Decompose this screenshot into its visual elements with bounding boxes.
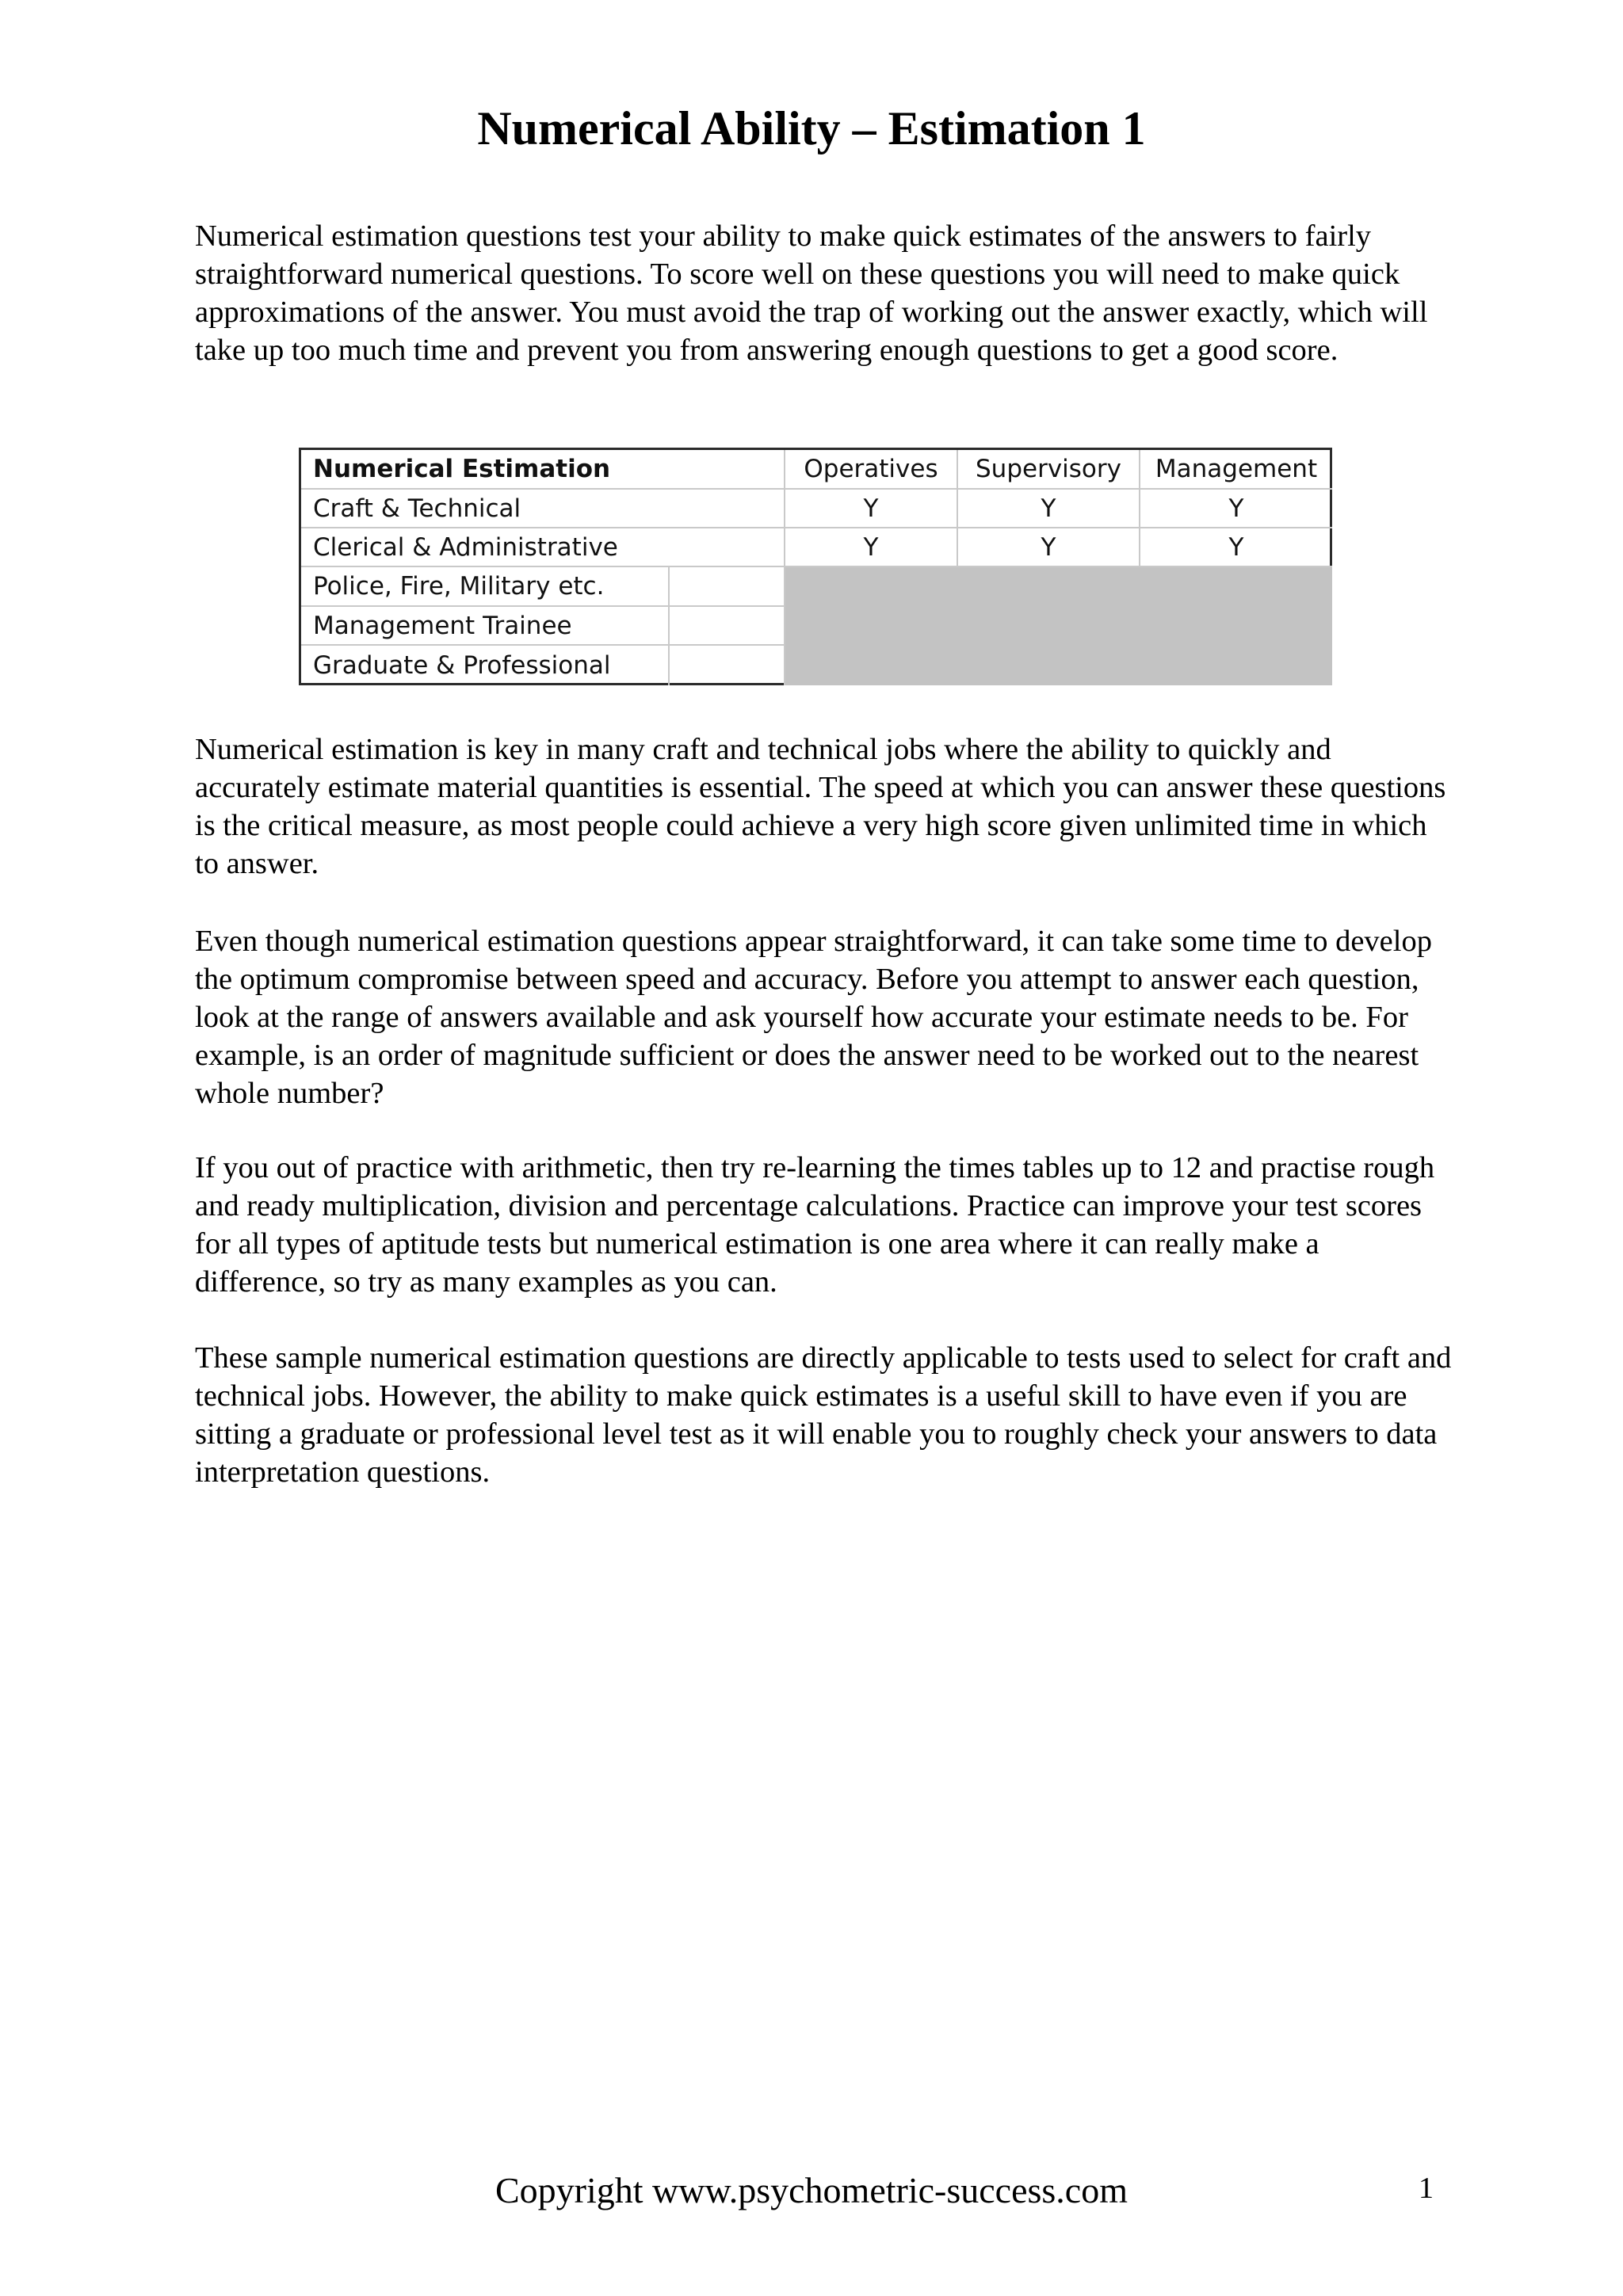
table-cell-empty [670, 607, 785, 646]
column-header-supervisory: Supervisory [958, 450, 1140, 490]
body-paragraph [195, 1339, 1455, 1491]
table-cell: Y [1140, 528, 1332, 567]
intro-paragraph [195, 217, 1455, 369]
row-label-graduate-professional: Graduate & Professional [301, 646, 670, 685]
column-header-operatives: Operatives [785, 450, 958, 490]
body-paragraph [195, 922, 1455, 1112]
paragraph-text: If you out of practice with arithmetic, then try re-learning the times tables up to 12 and practise rough and ready multiplication, division and percentage calculations. Practice can improve your test scores for all types of aptitude tests but numerical estimation is one area where it can really make a difference, so try as many examples as you can. [195, 1151, 1435, 1299]
row-label-management-trainee: Management Trainee [301, 607, 670, 646]
row-label-clerical-administrative: Clerical & Administrative [301, 528, 785, 567]
table-header-label: Numerical Estimation [301, 450, 785, 490]
paragraph-text: Numerical estimation is key in many craft and technical jobs where the ability to quickly and accurately estimate material quantities is essential. The speed at which you can answer these questions is the critical measure, as most people could achieve a very high score given unlimited time in which to answer. [195, 733, 1446, 880]
table-cell-empty [670, 567, 785, 607]
page-title: Numerical Ability – Estimation 1 [477, 102, 1146, 154]
row-label-craft-technical: Craft & Technical [301, 490, 785, 528]
table-cell: Y [958, 490, 1140, 528]
footer-copyright: Copyright www.psychometric-success.com [495, 2170, 1128, 2210]
page-number: 1 [1419, 2172, 1434, 2205]
table-cell: Y [785, 528, 958, 567]
estimation-applicability-table [299, 448, 1332, 685]
paragraph-text: Numerical estimation questions test your ability to make quick estimates of the answers to fairly straightforward numerical questions. To score well on these questions you will need to make quick approximations of the answer. You must avoid the trap of working out the answer exactly, which will take up too much time and prevent you from answering enough questions to get a good score. [195, 219, 1428, 367]
paragraph-text: Even though numerical estimation questions appear straightforward, it can take some time to develop the optimum compromise between speed and accuracy. Before you attempt to answer each question, look at the range of answers available and ask yourself how accurate your estimate needs to be. For example, is an order of magnitude sufficient or does the answer need to be worked out to the nearest whole number? [195, 925, 1432, 1110]
body-paragraph [195, 730, 1455, 883]
table-cell: Y [785, 490, 958, 528]
paragraph-text: These sample numerical estimation questions are directly applicable to tests used to select for craft and technical jobs. However, the ability to make quick estimates is a useful skill to have even if you are sitting a graduate or professional level test as it will enable you to roughly check your answers to data interpretation questions. [195, 1341, 1452, 1489]
table-cell-empty [670, 646, 785, 685]
column-header-management: Management [1140, 450, 1332, 490]
table-cell: Y [958, 528, 1140, 567]
row-label-police-fire-military: Police, Fire, Military etc. [301, 567, 670, 607]
shaded-not-applicable-area [785, 567, 1332, 685]
body-paragraph [195, 1149, 1455, 1301]
table-cell: Y [1140, 490, 1332, 528]
